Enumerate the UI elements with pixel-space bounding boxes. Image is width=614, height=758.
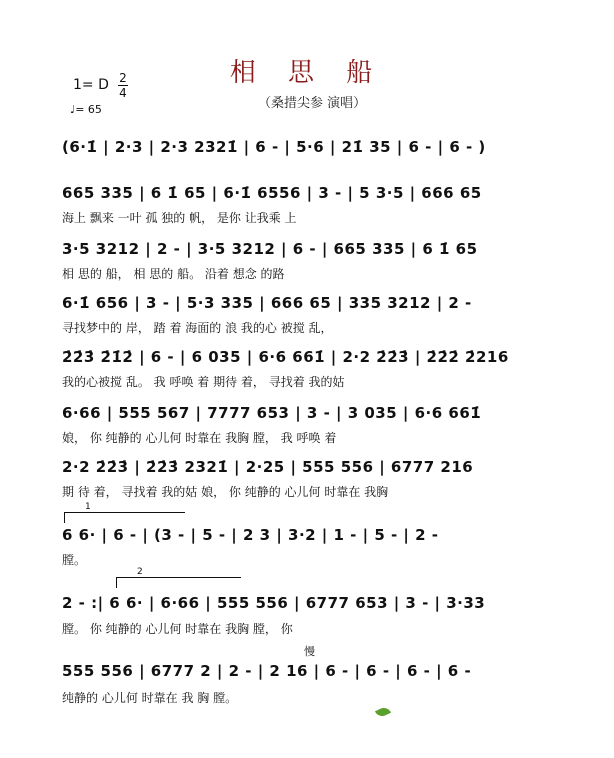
lyrics-row-3: 相 思的 船， 相 思的 船。 沿着 想念 的路 bbox=[62, 267, 285, 281]
notation-row-5: 2̇2̇3̇ 2̇1̇2̇ | 6 - | 6 035 | 6·6 661̇ | 2·2 2̇2̇3̇ | 2̇2̇2̇ 2̇216 bbox=[62, 348, 509, 366]
lyrics-row-4: 寻找梦中的 岸， 踏 着 海面的 浪 我的心 被搅 乱， bbox=[62, 321, 333, 335]
lyrics-row-9: 膛。 你 纯静的 心儿何 时靠在 我胸 膛， 你 bbox=[62, 622, 293, 636]
lyrics-row-6: 娘， 你 纯静的 心儿何 时靠在 我胸 膛， 我 呼唤 着 bbox=[62, 431, 337, 445]
notation-row-2: 665 335 | 6 1̇ 65 | 6·1̇ 6556 | 3 - | 5 3·5 | 666 65 bbox=[62, 184, 482, 202]
song-title: 相 思 船 bbox=[229, 58, 385, 88]
key-signature: 1= D bbox=[73, 77, 109, 93]
notation-row-4: 6·1̇ 656 | 3 - | 5·3 335 | 666 65 | 335 3212 | 2 - bbox=[62, 294, 472, 312]
lyrics-row-2: 海上 飘来 一叶 孤 独的 帆， 是你 让我乘 上 bbox=[62, 211, 297, 225]
time-signature: 2 4 bbox=[119, 71, 127, 100]
volta-bracket-1: 1 bbox=[64, 512, 185, 523]
notation-row-6: 6·66 | 555 567 | 7777 653 | 3 - | 3 035 | 6·6 661̇ bbox=[62, 404, 482, 422]
lyrics-row-8: 膛。 bbox=[62, 553, 87, 567]
notation-row-9: 2 - :| 6 6· | 6·66 | 555 556 | 6777 653 | 3 - | 3·33 bbox=[62, 594, 486, 612]
tempo-marking: ♩= 65 bbox=[70, 103, 102, 116]
lyrics-row-7: 期 待 着， 寻找着 我的姑 娘， 你 纯静的 心儿何 时靠在 我胸 bbox=[62, 485, 389, 499]
lyrics-row-10: 纯静的 心儿何 时靠在 我 胸 膛。 bbox=[62, 691, 238, 705]
lyrics-row-5: 我的心被搅 乱。 我 呼唤 着 期待 着， 寻找着 我的姑 bbox=[62, 375, 345, 389]
notation-row-8: 6 6· | 6 - | (3 - | 5 - | 2 3 | 3·2 | 1 - | 5 - | 2 - bbox=[62, 526, 439, 544]
volta-bracket-2: 2 bbox=[116, 577, 241, 588]
tempo-change-slow: 慢 bbox=[304, 645, 315, 658]
notation-row-3: 3·5 3212 | 2 - | 3·5 3212 | 6 - | 665 335 | 6 1̇ 65 bbox=[62, 240, 478, 258]
performer-credit: （桑措尖参 演唱） bbox=[258, 96, 367, 111]
notation-row-7: 2·2 2̇2̇3̇ | 2̇2̇3̇ 2321̇ | 2·25 | 555 556 | 6777 216 bbox=[62, 458, 474, 476]
notation-row-10: 555 556 | 6777 2 | 2 - | 2 16 | 6 - | 6 - | 6 - | 6 - bbox=[62, 662, 472, 680]
notation-row-1: (6·1̇ | 2·3 | 2·3 2321̇ | 6 - | 5·6 | 21̇ 35 | 6 - | 6 - ) bbox=[62, 138, 486, 156]
